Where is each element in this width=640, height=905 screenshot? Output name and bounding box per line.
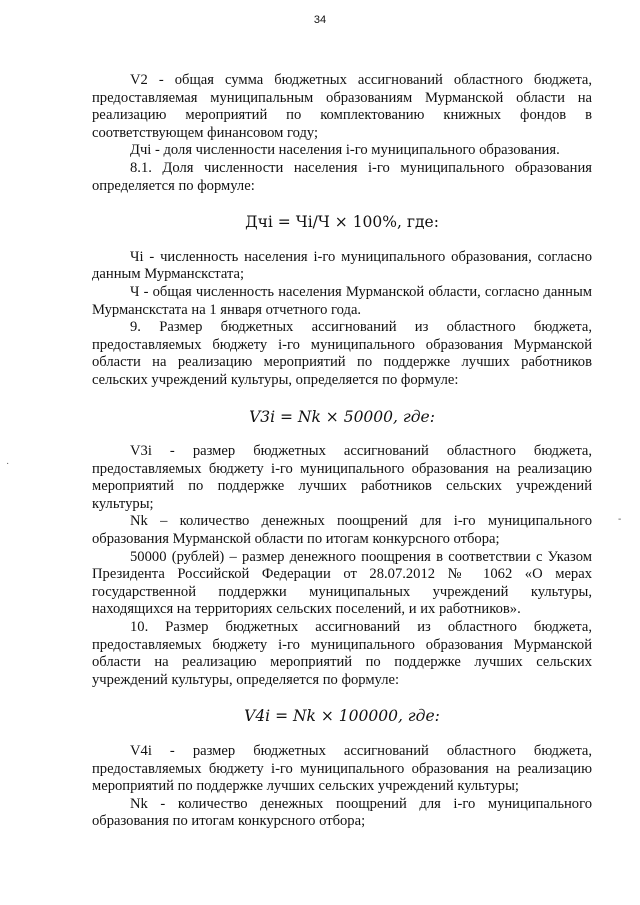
formula-v4: V4i = Nk × 100000, где: — [244, 707, 440, 726]
paragraph: Ч - общая численность населения Мурманской области, согласно данным Мурманскстата на 1 января отчетного года. — [92, 283, 592, 318]
paragraph: 8.1. Доля численности населения i-го муниципального образования определяется по формуле: — [92, 159, 592, 194]
paragraph: 10. Размер бюджетных ассигнований из областного бюджета, предоставляемых бюджету i-го муниципального образования Мурманской области на реализацию мероприятий по поддержке лучших сельских учреждений культуры, определяется по формуле: — [92, 619, 592, 688]
formula-population-share: Дчi = Чi/Ч × 100%, где: — [245, 213, 439, 232]
margin-scan-mark: - — [618, 514, 622, 525]
paragraph: V2 - общая сумма бюджетных ассигнований областного бюджета, предоставляемая муниципальным образованиям Мурманской области на реализацию мероприятий по комплектованию книжных фондов в соответствующем финансовом году; — [92, 72, 592, 141]
paragraph: Nk - количество денежных поощрений для i-го муниципального образования по итогам конкурсного отбора; — [92, 795, 592, 830]
document-body — [92, 72, 592, 831]
paragraph: 9. Размер бюджетных ассигнований из областного бюджета, предоставляемых бюджету i-го муниципального образования Мурманской области на реализацию мероприятий по поддержке лучших работников сельских учреждений культуры, определяется по формуле: — [92, 319, 592, 388]
paragraph: Дчi - доля численности населения i-го муниципального образования. — [130, 142, 560, 159]
paragraph: V3i - размер бюджетных ассигнований областного бюджета, предоставляемых бюджету i-го муниципального образования на реализацию мероприятий по поддержке лучших работников сельских учреждений культуры; — [92, 443, 592, 512]
margin-scan-mark: · — [6, 458, 10, 469]
formula-v3: V3i = Nk × 50000, где: — [249, 407, 435, 426]
paragraph: Чi - численность населения i-го муниципального образования, согласно данным Мурманскстата; — [92, 248, 592, 283]
paragraph: 50000 (рублей) – размер денежного поощрения в соответствии с Указом Президента Российской Федерации от 28.07.2012 № 1062 «О мерах государственной поддержки муниципальных учреждений культуры, находящихся на территориях сельских поселений, и их работников». — [92, 548, 592, 618]
paragraph: Nk – количество денежных поощрений для i-го муниципального образования Мурманской области по итогам конкурсного отбора; — [92, 513, 592, 548]
page-number: 34 — [313, 14, 327, 26]
paragraph: V4i - размер бюджетных ассигнований областного бюджета, предоставляемых бюджету i-го муниципального образования на реализацию мероприятий по поддержке лучших сельских учреждений культуры; — [92, 743, 592, 795]
